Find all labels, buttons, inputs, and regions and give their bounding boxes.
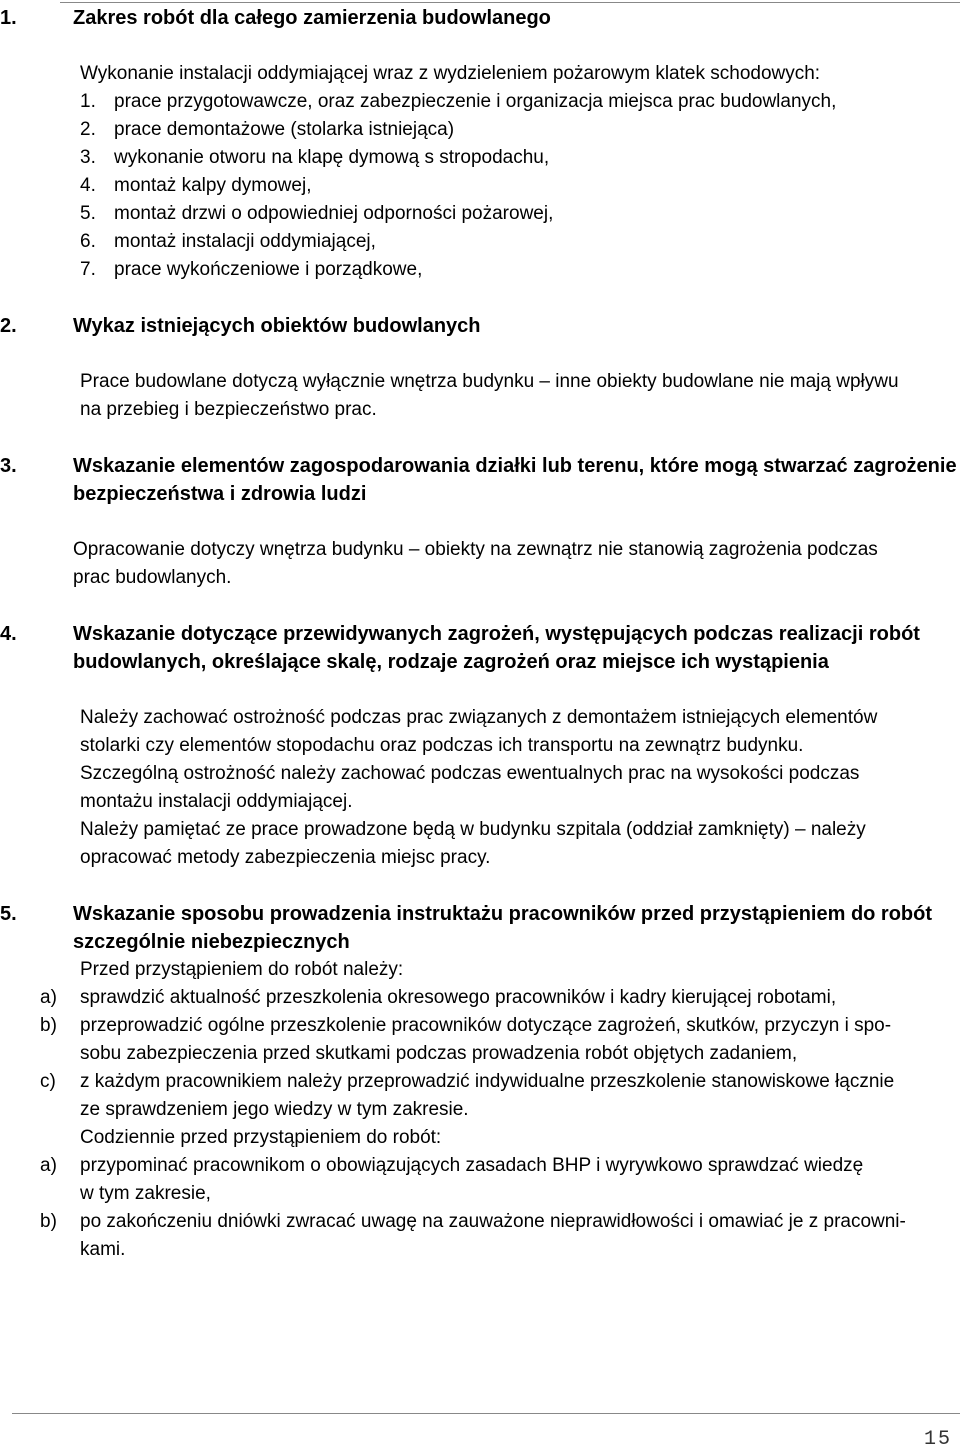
section-number: 2. bbox=[0, 315, 17, 337]
list-item: b) przeprowadzić ogólne przeszkolenie pracowników dotyczące zagrożeń, skutków, przyczyn i spo- sobu zabezpieczenia przed skutkami podczas prowadzenia robót objętych zadaniem, bbox=[40, 1015, 892, 1064]
top-rule bbox=[60, 2, 960, 3]
section-2-body: Prace budowlane dotyczą wyłącznie wnętrza budynku – inne obiekty budowlane nie mają wpływu na przebieg i bezpieczeństwo prac. bbox=[80, 371, 899, 420]
section-title: Wykaz istniejących obiektów budowlanych bbox=[73, 315, 481, 337]
daily-label: Codziennie przed przystąpieniem do robót: bbox=[80, 1127, 442, 1148]
section-4-body: Należy zachować ostrożność podczas prac związanych z demontażem istniejących elementów stolarki czy elementów stopodachu oraz podczas ich transportu na zewnątrz budynku. Szczególną ostrożność należy zachować podczas ewentualnych prac na wysokości podczas montażu instalacji oddymiającej. Należy pamiętać ze prace prowadzone będą w budynku szpitala (oddział zamknięty) – należy opracować metody zabezpieczenia miejsc pracy. bbox=[80, 707, 878, 868]
list-item: 5. montaż drzwi o odpowiedniej odporności pożarowej, bbox=[80, 203, 554, 224]
before-work-label: Przed przystąpieniem do robót należy: bbox=[80, 959, 404, 980]
bottom-rule bbox=[12, 1413, 960, 1414]
section-1-list bbox=[80, 88, 836, 284]
list-item: 3. wykonanie otworu na klapę dymową s stropodachu, bbox=[80, 147, 550, 168]
section-3-body: Opracowanie dotyczy wnętrza budynku – obiekty na zewnątrz nie stanowią zagrożenia podczas prac budowlanych. bbox=[73, 539, 878, 588]
list-item: c) z każdym pracownikiem należy przeprowadzić indywidualne przeszkolenie stanowiskowe łącznie ze sprawdzeniem jego wiedzy w tym zakresie. bbox=[40, 1071, 895, 1120]
section-1-intro: Wykonanie instalacji oddymiającej wraz z wydzieleniem pożarowym klatek schodowych: bbox=[80, 63, 821, 84]
section-number: 4. bbox=[0, 623, 17, 645]
section-number: 3. bbox=[0, 455, 17, 477]
list-item: a) sprawdzić aktualność przeszkolenia okresowego pracowników i kadry kierującej robotami, bbox=[40, 987, 837, 1008]
daily-list bbox=[0, 1152, 958, 1264]
section-number: 5. bbox=[0, 903, 17, 925]
section-number: 1. bbox=[0, 7, 17, 29]
list-item: 6. montaż instalacji oddymiającej, bbox=[80, 231, 376, 252]
section-title: Wskazanie sposobu prowadzenia instruktażu pracowników przed przystąpieniem do robót szczególnie niebezpiecznych bbox=[73, 903, 933, 953]
list-item: a) przypominać pracownikom o obowiązujących zasadach BHP i wyrywkowo sprawdzać wiedzę w tym zakresie, bbox=[40, 1155, 864, 1204]
list-item: 1. prace przygotowawcze, oraz zabezpieczenie i organizacja miejsca prac budowlanych, bbox=[80, 91, 837, 112]
list-item: b) po zakończeniu dniówki zwracać uwagę na zauważone nieprawidłowości i omawiać je z pracowni- kami. bbox=[40, 1211, 906, 1260]
section-title: Wskazanie dotyczące przewidywanych zagrożeń, występujących podczas realizacji robót budowlanych, określające skalę, rodzaje zagrożeń oraz miejsce ich wystąpienia bbox=[73, 623, 920, 673]
section-title: Wskazanie elementów zagospodarowania działki lub terenu, które mogą stwarzać zagrożenie bezpieczeństwa i zdrowia ludzi bbox=[73, 455, 957, 505]
page-number: 15 bbox=[923, 1428, 952, 1451]
list-item: 2. prace demontażowe (stolarka istniejąca) bbox=[80, 119, 455, 140]
list-item: 4. montaż kalpy dymowej, bbox=[80, 175, 312, 196]
before-work-list bbox=[0, 984, 958, 1124]
list-item: 7. prace wykończeniowe i porządkowe, bbox=[80, 259, 423, 280]
section-title: Zakres robót dla całego zamierzenia budowlanego bbox=[73, 7, 551, 29]
